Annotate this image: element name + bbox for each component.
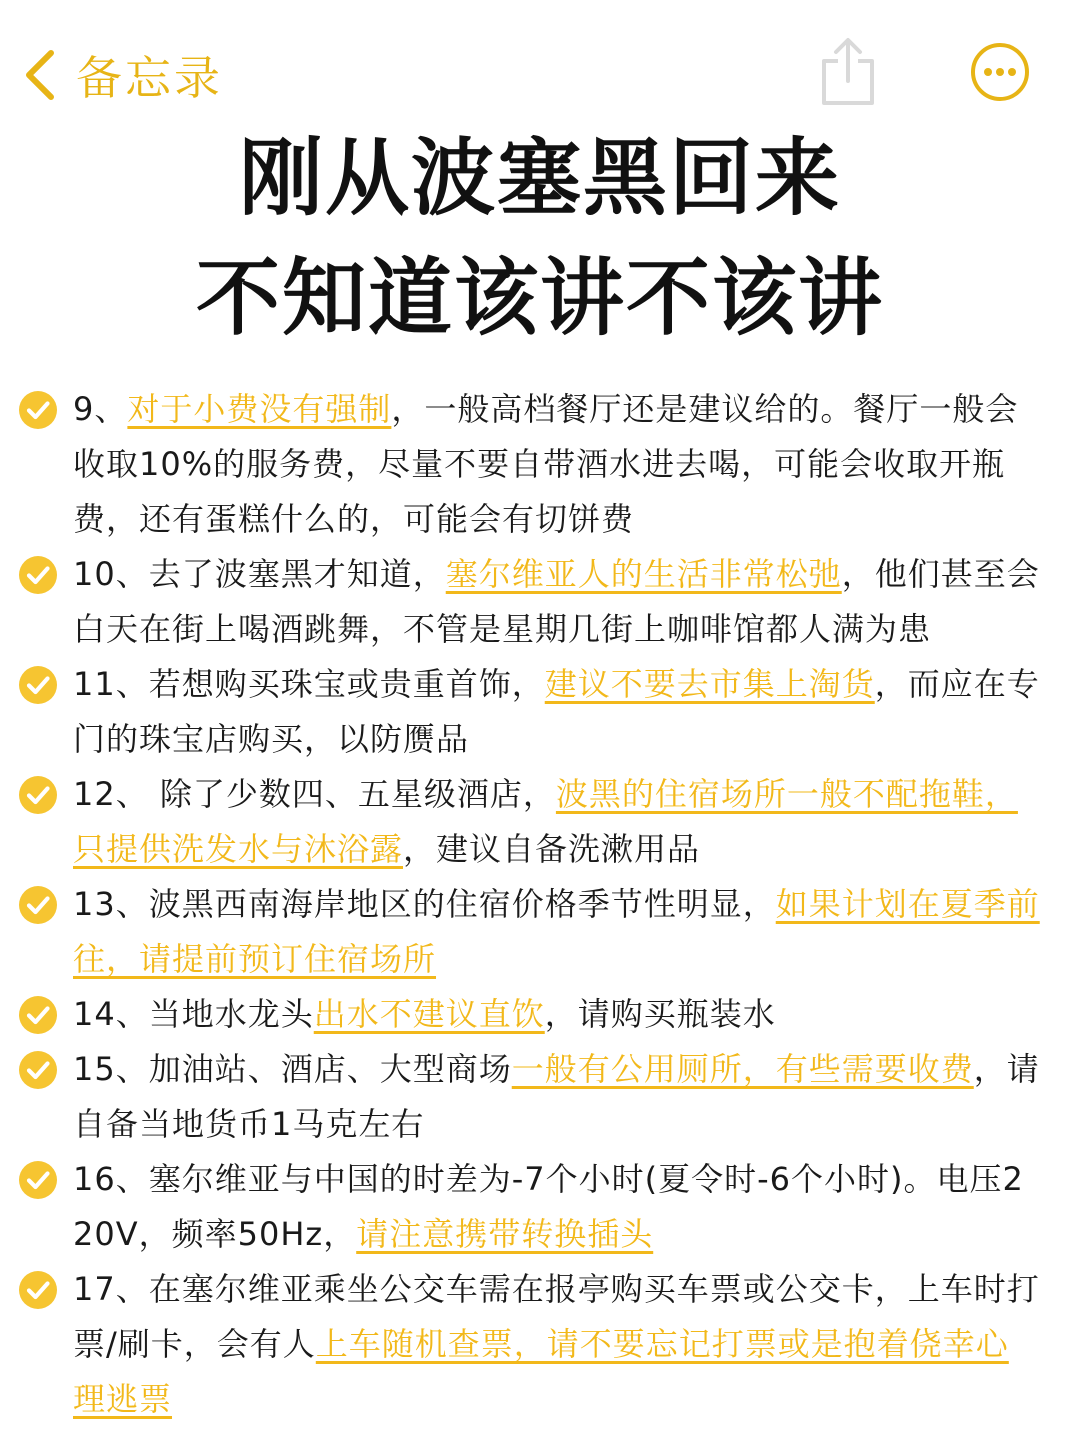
- back-label: 备忘录: [76, 51, 223, 105]
- list-item: [0, 767, 1080, 877]
- checkmark-icon: [19, 556, 57, 594]
- item-text-plain-end: ，请购买瓶装水: [544, 995, 776, 1033]
- item-text: [73, 767, 1040, 877]
- share-icon: [818, 92, 878, 111]
- note-title: [0, 118, 1080, 358]
- item-text-plain: 13、波黑西南海岸地区的住宿价格季节性明显，: [73, 885, 776, 923]
- item-highlight: 请注意携带转换插头: [356, 1215, 654, 1253]
- list-item: [0, 382, 1080, 547]
- item-text-plain: 10、去了波塞黑才知道，: [73, 555, 446, 593]
- share-button[interactable]: [818, 35, 878, 107]
- checkmark-icon: [19, 886, 57, 924]
- item-highlight: 如果计划在夏季前往，请提前预订住宿场所: [73, 885, 1040, 978]
- title-line-2: 不知道该讲不该讲: [195, 249, 884, 347]
- more-icon: [970, 87, 1030, 106]
- more-button[interactable]: [970, 42, 1030, 102]
- item-highlight: 上车随机查票，请不要忘记打票或是抱着侥幸心理逃票: [73, 1325, 1009, 1418]
- item-text-plain: 15、加油站、酒店、大型商场: [73, 1050, 512, 1088]
- list-item: [0, 987, 1080, 1042]
- item-text: [73, 657, 1040, 767]
- title-line-1: 刚从波塞黑回来: [238, 129, 841, 227]
- item-highlight: 波黑的住宿场所一般不配拖鞋，只提供洗发水与沐浴露: [73, 775, 1018, 868]
- item-text: [73, 1042, 1040, 1152]
- item-text: [73, 877, 1040, 987]
- list-item: [0, 1262, 1080, 1427]
- item-highlight: 出水不建议直饮: [313, 995, 545, 1033]
- item-highlight: 建议不要去市集上淘货: [544, 665, 875, 703]
- item-text: [73, 547, 1040, 657]
- checkmark-icon: [19, 1051, 57, 1089]
- tips-list: [0, 382, 1080, 1427]
- list-item: [0, 547, 1080, 657]
- item-text-plain: 12、 除了少数四、五星级酒店，: [73, 775, 556, 813]
- list-item: [0, 657, 1080, 767]
- item-text-plain: 14、当地水龙头: [73, 995, 314, 1033]
- item-highlight: 对于小费没有强制: [127, 390, 392, 428]
- item-highlight: 塞尔维亚人的生活非常松弛: [445, 555, 842, 593]
- item-text: [73, 1152, 1040, 1262]
- item-text-plain-end: ，建议自备洗漱用品: [403, 830, 701, 868]
- item-highlight: 一般有公用厕所，有些需要收费: [511, 1050, 974, 1088]
- item-text-plain: 11、若想购买珠宝或贵重首饰，: [73, 665, 545, 703]
- item-text: [73, 382, 1040, 547]
- list-item: [0, 1152, 1080, 1262]
- item-text-plain: 16、塞尔维亚与中国的时差为-7个小时(夏令时-6个小时)。电压220V，频率50Hz，: [73, 1160, 1024, 1253]
- item-text-plain: 9、: [73, 390, 128, 428]
- list-item: [0, 877, 1080, 987]
- item-text-plain-end: ，他们甚至会白天在街上喝酒跳舞，不管是星期几街上咖啡馆都人满为患: [73, 555, 1040, 648]
- checkmark-icon: [19, 391, 57, 429]
- list-item: [0, 1042, 1080, 1152]
- item-text-plain-end: ，请自备当地货币1马克左右: [73, 1050, 1040, 1143]
- checkmark-icon: [19, 776, 57, 814]
- checkmark-icon: [19, 666, 57, 704]
- checkmark-icon: [19, 1161, 57, 1199]
- chevron-left-icon: [22, 49, 56, 101]
- item-text-plain: 17、在塞尔维亚乘坐公交车需在报亭购买车票或公交卡，上车时打票/刷卡，会有人: [73, 1270, 1040, 1363]
- item-text: [73, 1262, 1040, 1427]
- back-button[interactable]: [22, 40, 223, 110]
- item-text-plain-end: ，一般高档餐厅还是建议给的。餐厅一般会收取10%的服务费，尽量不要自带酒水进去喝，可能会收取开瓶费，还有蛋糕什么的，可能会有切饼费: [73, 390, 1019, 538]
- checkmark-icon: [19, 1271, 57, 1309]
- checkmark-icon: [19, 996, 57, 1034]
- item-text-plain-end: ，而应在专门的珠宝店购买，以防赝品: [73, 665, 1040, 758]
- top-bar: [0, 0, 1080, 130]
- item-text: [73, 987, 1040, 1042]
